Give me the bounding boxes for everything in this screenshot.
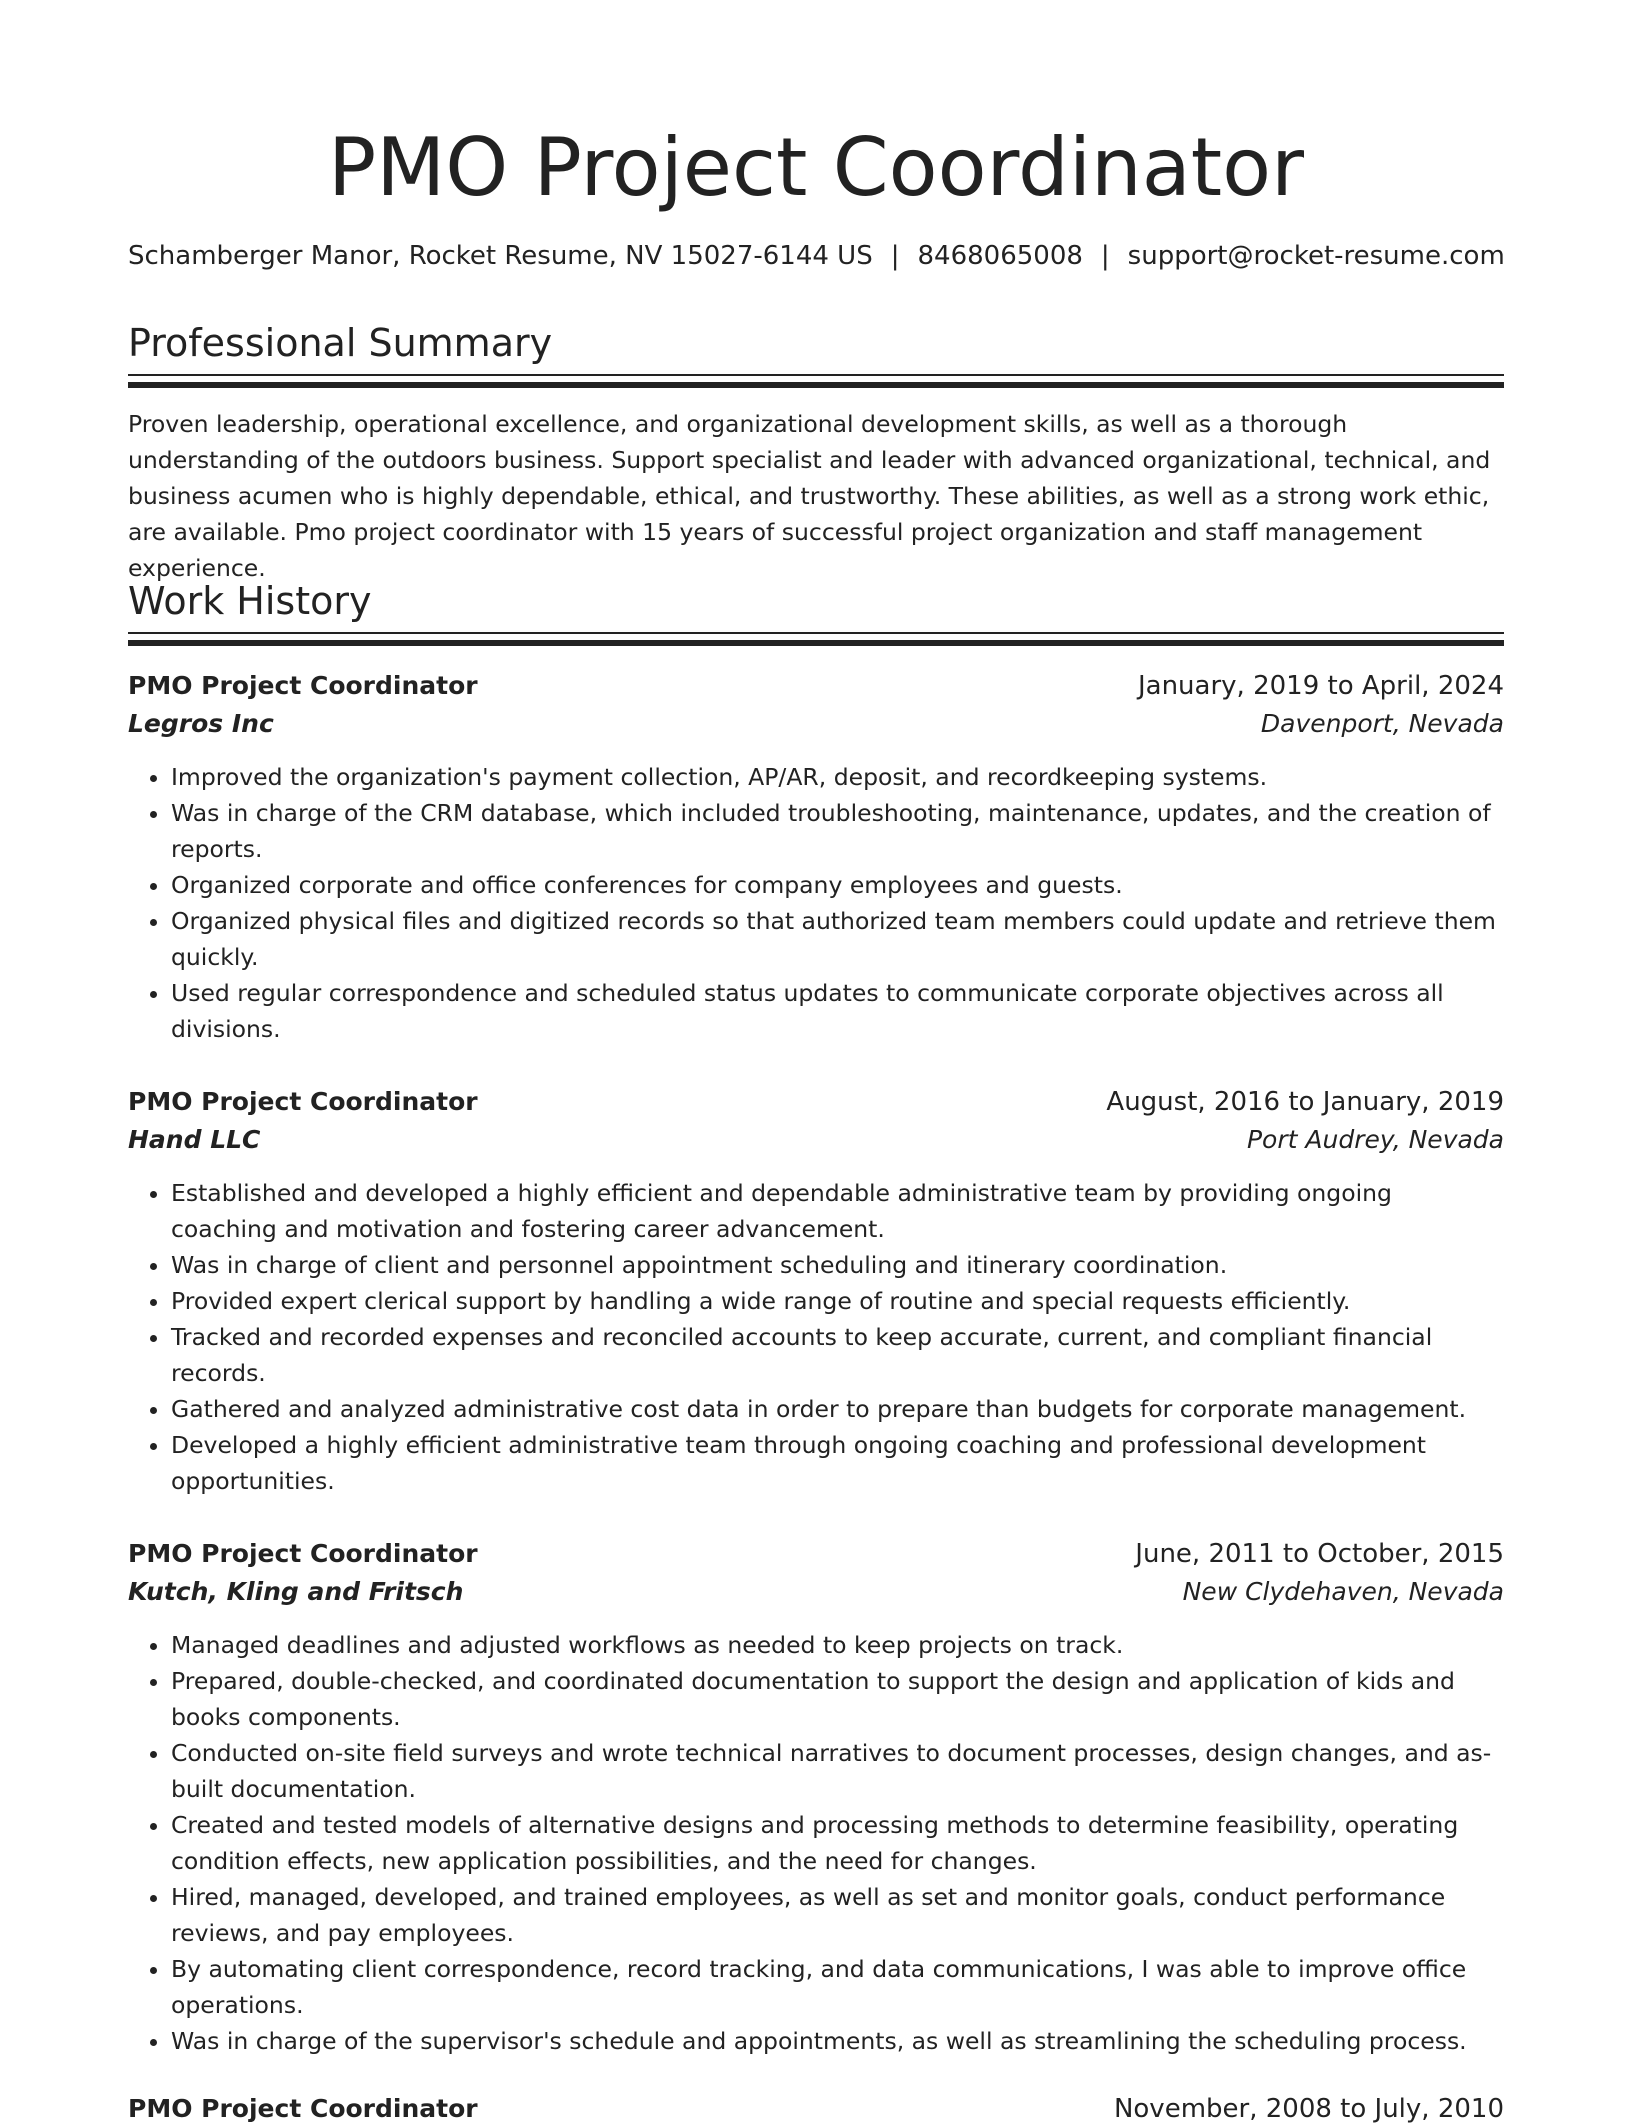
section-divider (128, 382, 1504, 388)
job-company: Legros Inc (128, 709, 274, 738)
job-title: PMO Project Coordinator (128, 2094, 478, 2123)
job-dates: November, 2008 to July, 2010 (1113, 2094, 1504, 2124)
list-item: • Hired, managed, developed, and trained employees, as well as set and monitor goals, conduct performance reviews, and pay employees. (171, 1879, 1504, 1951)
list-item: • Was in charge of the supervisor's schedule and appointments, as well as streamlining the scheduling process. (171, 2023, 1504, 2059)
job-subheader (128, 1573, 1504, 1611)
list-item: • By automating client correspondence, record tracking, and data communications, I was able to improve office operations. (171, 1951, 1504, 2023)
summary-text: Proven leadership, operational excellence, and organizational development skills, as well as a thorough understanding of the outdoors business. Support specialist and leader with advanced organizational, technical, and business acumen who is highly dependable, ethical, and trustworthy. These abilities, as well as a strong work ethic, are available. Pmo project coordinator with 15 years of successful project organization and staff management experience. (128, 410, 1491, 582)
contact-address: Schamberger Manor, Rocket Resume, NV 15027-6144 US (128, 241, 873, 271)
contact-separator: | (890, 241, 900, 271)
section-divider (128, 632, 1504, 634)
list-item: • Created and tested models of alternative designs and processing methods to determine feasibility, operating condition effects, new application possibilities, and the need for changes. (171, 1807, 1504, 1879)
job-bullets (128, 759, 1504, 1047)
contact-phone: 8468065008 (917, 241, 1083, 271)
list-item: • Developed a highly efficient administrative team through ongoing coaching and professional development opportunities. (171, 1427, 1504, 1499)
job-dates: June, 2011 to October, 2015 (1135, 1539, 1504, 1569)
list-item: • Organized physical files and digitized records so that authorized team members could update and retrieve them quickly. (171, 903, 1504, 975)
job-location: New Clydehaven, Nevada (1182, 1577, 1504, 1606)
list-item: • Improved the organization's payment collection, AP/AR, deposit, and recordkeeping systems. (171, 759, 1504, 795)
job-header (128, 1535, 1504, 1573)
list-item: • Managed deadlines and adjusted workflows as needed to keep projects on track. (171, 1627, 1504, 1663)
list-item: • Gathered and analyzed administrative cost data in order to prepare than budgets for corporate management. (171, 1391, 1504, 1427)
job-title: PMO Project Coordinator (128, 1087, 478, 1116)
job-entry (128, 1535, 1504, 2059)
job-entry (128, 2090, 1504, 2128)
contact-separator: | (1100, 241, 1110, 271)
section-divider (128, 640, 1504, 646)
job-dates: August, 2016 to January, 2019 (1106, 1087, 1504, 1117)
list-item: • Conducted on-site field surveys and wrote technical narratives to document processes, design changes, and as-built documentation. (171, 1735, 1504, 1807)
contact-line (128, 238, 1504, 274)
summary-heading: Professional Summary (128, 321, 553, 365)
job-bullets (128, 1175, 1504, 1499)
job-header (128, 667, 1504, 705)
resume-name: PMO Project Coordinator (328, 121, 1304, 214)
job-dates: January, 2019 to April, 2024 (1137, 671, 1504, 701)
list-item: • Provided expert clerical support by handling a wide range of routine and special requests efficiently. (171, 1283, 1504, 1319)
list-item: • Established and developed a highly efficient and dependable administrative team by providing ongoing coaching and motivation and fostering career advancement. (171, 1175, 1504, 1247)
list-item: • Was in charge of client and personnel appointment scheduling and itinerary coordination. (171, 1247, 1504, 1283)
job-subheader (128, 1121, 1504, 1159)
list-item: • Used regular correspondence and scheduled status updates to communicate corporate objectives across all divisions. (171, 975, 1504, 1047)
list-item: • Tracked and recorded expenses and reconciled accounts to keep accurate, current, and compliant financial records. (171, 1319, 1504, 1391)
section-divider (128, 374, 1504, 376)
job-entry (128, 667, 1504, 1047)
job-title: PMO Project Coordinator (128, 671, 478, 700)
contact-email: support@rocket-resume.com (1127, 241, 1505, 271)
job-subheader (128, 705, 1504, 743)
job-location: Port Audrey, Nevada (1246, 1125, 1504, 1154)
job-header (128, 2090, 1504, 2128)
job-header (128, 1083, 1504, 1121)
work-history-heading: Work History (128, 579, 372, 623)
job-company: Hand LLC (128, 1125, 261, 1154)
list-item: • Was in charge of the CRM database, which included troubleshooting, maintenance, updates, and the creation of reports. (171, 795, 1504, 867)
list-item: • Organized corporate and office conferences for company employees and guests. (171, 867, 1504, 903)
job-company: Kutch, Kling and Fritsch (128, 1577, 464, 1606)
job-title: PMO Project Coordinator (128, 1539, 478, 1568)
job-location: Davenport, Nevada (1260, 709, 1504, 738)
list-item: • Prepared, double-checked, and coordinated documentation to support the design and application of kids and books components. (171, 1663, 1504, 1735)
job-bullets (128, 1627, 1504, 2059)
job-entry (128, 1083, 1504, 1499)
